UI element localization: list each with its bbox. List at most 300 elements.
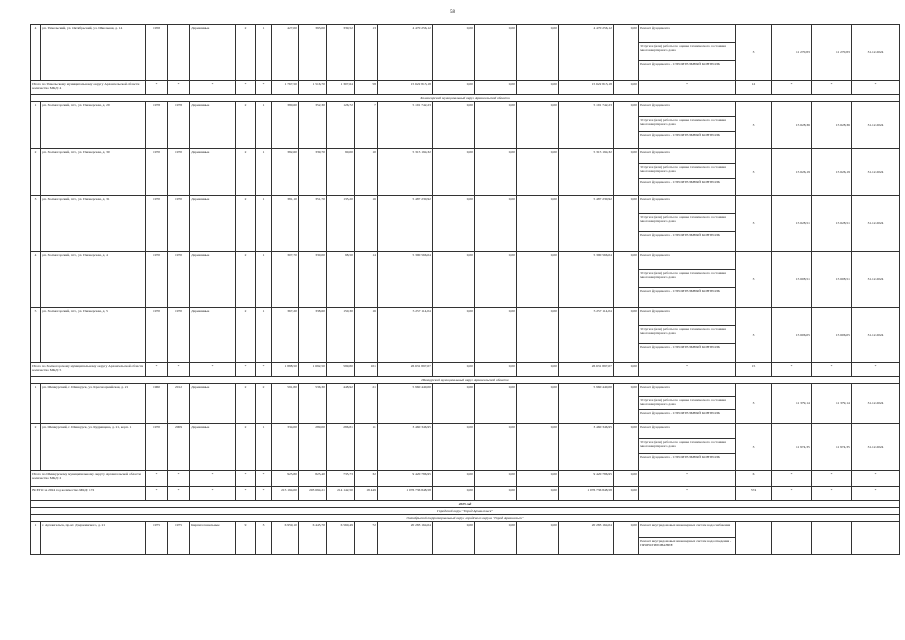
subtotal-z4: 0,00 [614, 363, 639, 377]
subtotal-tot: 26 631 897,07 [559, 363, 614, 377]
value-res: 16 [355, 196, 378, 252]
value-a1: 427,00 [272, 25, 299, 81]
unit-cost: 15 606,05 [772, 308, 812, 363]
value-a1: 382,60 [272, 149, 299, 196]
placeholder-cell: * [852, 471, 900, 487]
value-a1: 380,60 [272, 102, 299, 149]
subtotal-z4: 0,00 [614, 487, 639, 501]
entrances: 1 [256, 196, 272, 252]
entrances: 2 [256, 384, 272, 424]
year-built: 1970 [146, 196, 168, 252]
value-z2: 0,00 [475, 384, 517, 424]
row-number: 2 [31, 424, 41, 471]
placeholder-cell: * [852, 363, 900, 377]
subtotal-z1: 0,00 [433, 471, 475, 487]
value-a3: 135,20 [327, 196, 355, 252]
unit-cost [772, 522, 812, 555]
value-a3: 150,30 [327, 308, 355, 363]
value-a2: 536,30 [299, 384, 327, 424]
subtotal-z1: 0,00 [433, 487, 475, 501]
value-a2: 338,60 [299, 308, 327, 363]
max-unit-cost: 11 379,14 [812, 384, 852, 424]
year-built: 1960 [146, 384, 168, 424]
year-built: 1975 [146, 522, 168, 555]
row-number: 1 [31, 384, 41, 424]
placeholder-cell: * [256, 471, 272, 487]
table-row [31, 522, 900, 538]
value-sum: 20 283 164,04 [378, 522, 433, 555]
placeholder-cell: * [236, 487, 256, 501]
table-row [31, 102, 900, 117]
placeholder-cell: * [772, 81, 812, 95]
value-a3: 286,81 [327, 424, 355, 471]
subtotal-tot: 1 076 736 848,58 [559, 487, 614, 501]
year-built: 1970 [146, 424, 168, 471]
value-z4: 0,00 [614, 149, 639, 196]
value-tot: 5 191 742,23 [559, 102, 614, 149]
address: рп. Шенкурский, г. Шенкурск, ул. Кудрявцева, д. 21, корп. 1 [41, 424, 146, 471]
placeholder-cell: * [146, 81, 168, 95]
placeholder-cell: * [236, 81, 256, 95]
section-title: Шенкурский муниципальный округ Архангельской области [31, 377, 900, 384]
table-row [31, 424, 900, 439]
completion-date: 31.12.2024 [852, 25, 900, 81]
year-repair: 2012 [168, 384, 190, 424]
table-row [31, 25, 900, 43]
year-built: 1970 [146, 149, 168, 196]
floors: 2 [236, 196, 256, 252]
value-tot: 5 487 230,92 [559, 196, 614, 252]
floors: 2 [236, 384, 256, 424]
max-unit-cost: 11 270,83 [812, 25, 852, 81]
completion-date: 31.12.2024 [852, 102, 900, 149]
subtotal-row [31, 487, 900, 501]
year-built: 1970 [146, 308, 168, 363]
subtotal-a2: 203 694,21 [299, 487, 327, 501]
work-type: Услуги и (или) работы по оценке технического состояния многоквартирного дома [639, 270, 736, 288]
placeholder-cell: * [812, 81, 852, 95]
value-z4: 0,00 [614, 384, 639, 424]
row-number: 4 [31, 252, 41, 308]
completion-date: 31.12.2024 [852, 424, 900, 471]
value-res: 10 [355, 149, 378, 196]
value-res: 16 [355, 308, 378, 363]
row-number: 5 [31, 308, 41, 363]
completion-date [852, 522, 900, 555]
subtotal-label: Итого по Уемельскому муниципальному округу Архангельской области количество МКД: 4 [31, 81, 146, 95]
unit-count: 3 [736, 424, 772, 471]
work-type: Услуги и (или) работы по оценке технического состояния многоквартирного дома [639, 397, 736, 410]
value-z4: 0,00 [614, 522, 639, 555]
address: рп. Холмогорский, пгт., ул. Пионерская, д. 29 [41, 102, 146, 149]
unit-cost: 11 974,35 [772, 424, 812, 471]
row-number: 3 [31, 196, 41, 252]
completion-date: 31.12.2024 [852, 308, 900, 363]
value-z3: 0,00 [517, 149, 559, 196]
value-z2: 0,00 [475, 149, 517, 196]
work-type: Ремонт фундамента [639, 149, 736, 164]
subtotal-label: ВСЕГО за 2024 год количество МКД: 172 [31, 487, 146, 501]
section-header-row [31, 501, 900, 508]
value-a1: 307,70 [272, 252, 299, 308]
subtotal-a2: 825,40 [299, 471, 327, 487]
subtotal-a1: 1 767,50 [272, 81, 299, 95]
placeholder-cell: * [639, 487, 736, 501]
value-a2: 289,00 [299, 424, 327, 471]
work-type: Ремонт фундамента - СТРОИТЕЛЬНЫЙ КОНТРОЛЬ [639, 232, 736, 252]
wall-material: Деревянные [190, 308, 236, 363]
work-type: Ремонт фундамента [639, 424, 736, 439]
placeholder-cell: * [812, 363, 852, 377]
placeholder-cell: * [168, 81, 190, 95]
year-repair: 1978 [168, 102, 190, 149]
subtotal-a3: 214 142,50 [327, 487, 355, 501]
value-a3: 90,00 [327, 149, 355, 196]
value-z4: 0,00 [614, 252, 639, 308]
placeholder-cell: * [256, 363, 272, 377]
value-a1: 334,00 [272, 424, 299, 471]
subtotal-count: 6 [736, 471, 772, 487]
value-z4: 0,00 [614, 308, 639, 363]
value-a3: 339,52 [327, 25, 355, 81]
placeholder-cell: * [772, 363, 812, 377]
value-z2: 0,00 [475, 424, 517, 471]
value-a1: 6 959,10 [272, 522, 299, 555]
entrances: 1 [256, 25, 272, 81]
subtotal-tot: 15 622 813,18 [559, 81, 614, 95]
placeholder-cell: * [256, 487, 272, 501]
max-unit-cost: 11 974,35 [812, 424, 852, 471]
value-a2: 393,00 [299, 25, 327, 81]
subtotal-a2: 1 516,70 [299, 81, 327, 95]
subtotal-z3: 0,00 [517, 471, 559, 487]
value-a3: 448,92 [327, 384, 355, 424]
work-type: Ремонт внутридомовых инженерных систем водоснабжения [639, 522, 736, 538]
work-type: Ремонт фундамента - СТРОИТЕЛЬНЫЙ КОНТРОЛЬ [639, 179, 736, 196]
placeholder-cell: * [812, 487, 852, 501]
unit-count: 3 [736, 308, 772, 363]
value-z4: 0,00 [614, 196, 639, 252]
section-title: Октябрьский территориальный округ городского округа "Город Архангельск" [31, 515, 900, 522]
value-res: 13 [355, 25, 378, 81]
completion-date: 31.12.2024 [852, 196, 900, 252]
value-z3: 0,00 [517, 196, 559, 252]
year-built: 1978 [146, 102, 168, 149]
value-tot: 5 390 566,04 [559, 252, 614, 308]
unit-cost: 15 628,51 [772, 196, 812, 252]
floors: 2 [236, 308, 256, 363]
placeholder-cell: * [168, 471, 190, 487]
entrances: 1 [256, 252, 272, 308]
address: рп. Холмогорский, пгт., ул. Пионерская, д. 5 [41, 308, 146, 363]
value-z1: 0,00 [433, 252, 475, 308]
value-z1: 0,00 [433, 25, 475, 81]
subtotal-sum: 9 420 786,95 [378, 471, 433, 487]
subtotal-res: 101 [355, 363, 378, 377]
work-type: Ремонт фундамента - СТРОИТЕЛЬНЫЙ КОНТРОЛЬ [639, 288, 736, 308]
section-header-row [31, 508, 900, 515]
work-type: Услуги и (или) работы по оценке технического состояния многоквартирного дома [639, 214, 736, 232]
address: рп. Холмогорский, пгт., ул. Пионерская, д. 4 [41, 252, 146, 308]
subtotal-a1: 215 194,00 [272, 487, 299, 501]
unit-count: 3 [736, 102, 772, 149]
value-a2: 339,70 [299, 149, 327, 196]
work-type: Ремонт внутридомовых инженерных систем водоотведения - ПРОЕКТИРОВАНИЕ [639, 538, 736, 555]
placeholder-cell: * [772, 487, 812, 501]
placeholder-cell: * [190, 363, 236, 377]
value-tot: 20 283 164,04 [559, 522, 614, 555]
value-res: 72 [355, 522, 378, 555]
address: г. Архангельск, пр-кт. Дзержинского, д. 21 [41, 522, 146, 555]
value-a3: 126,72 [327, 102, 355, 149]
unit-count: 3 [736, 252, 772, 308]
value-res: 14 [355, 252, 378, 308]
max-unit-cost: 15 628,51 [812, 196, 852, 252]
unit-cost: 15 628,36 [772, 102, 812, 149]
work-type: Услуги и (или) работы по оценке технического состояния многоквартирного дома [639, 164, 736, 179]
table-row [31, 149, 900, 164]
work-type: Услуги и (или) работы по оценке технического состояния многоквартирного дома [639, 439, 736, 454]
placeholder-cell: * [772, 471, 812, 487]
year-repair: 1970 [168, 196, 190, 252]
unit-cost: 11 379,14 [772, 384, 812, 424]
value-a3: 6 560,49 [327, 522, 355, 555]
table-row [31, 196, 900, 214]
subtotal-a3: 735,73 [327, 471, 355, 487]
work-type: Услуги и (или) работы по оценке технического состояния многоквартирного дома [639, 326, 736, 344]
wall-material: Деревянные [190, 424, 236, 471]
page-number: 58 [450, 10, 455, 15]
value-tot: 4 470 256,12 [559, 25, 614, 81]
value-a2: 352,30 [299, 102, 327, 149]
placeholder-cell: * [852, 81, 900, 95]
subtotal-tot: 9 420 786,95 [559, 471, 614, 487]
value-z2: 0,00 [475, 522, 517, 555]
subtotal-a1: 925,80 [272, 471, 299, 487]
unit-count [736, 522, 772, 555]
placeholder-cell: * [639, 363, 736, 377]
work-type: Ремонт фундамента [639, 25, 736, 43]
subtotal-z1: 0,00 [433, 363, 475, 377]
value-z2: 0,00 [475, 308, 517, 363]
row-number: 1 [31, 522, 41, 555]
value-a2: 6 445,70 [299, 522, 327, 555]
year-built: 1958 [146, 25, 168, 81]
subtotal-count: 574 [736, 487, 772, 501]
work-type: Ремонт фундамента - СТРОИТЕЛЬНЫЙ КОНТРОЛЬ [639, 454, 736, 471]
placeholder-cell: * [236, 363, 256, 377]
wall-material: Деревянные [190, 252, 236, 308]
value-z2: 0,00 [475, 252, 517, 308]
work-type: Ремонт фундамента [639, 102, 736, 117]
address: рп. Холмогорский, пгт., ул. Пионерская, д. 30 [41, 149, 146, 196]
value-z3: 0,00 [517, 102, 559, 149]
year-repair: 1975 [168, 522, 190, 555]
work-type: Ремонт фундамента [639, 252, 736, 270]
year-repair: 1970 [168, 252, 190, 308]
subtotal-z2: 0,00 [475, 363, 517, 377]
subtotal-z2: 0,00 [475, 81, 517, 95]
subtotal-a1: 1 888,50 [272, 363, 299, 377]
work-type: Ремонт фундамента [639, 384, 736, 397]
table-row [31, 252, 900, 270]
capital-repair-register-table [30, 24, 900, 555]
work-type: Ремонт фундамента [639, 308, 736, 326]
entrances: 3 [256, 522, 272, 555]
subtotal-z3: 0,00 [517, 363, 559, 377]
section-title: Холмогорский муниципальный округ Архангельской области [31, 95, 900, 102]
max-unit-cost [812, 522, 852, 555]
value-tot: 5 257 114,04 [559, 308, 614, 363]
value-z1: 0,00 [433, 308, 475, 363]
placeholder-cell: * [146, 363, 168, 377]
table-row [31, 384, 900, 397]
section-header-row [31, 377, 900, 384]
work-type: Услуги и (или) работы по оценке технического состояния многоквартирного дома [639, 43, 736, 61]
unit-cost: 15 608,51 [772, 252, 812, 308]
placeholder-cell: * [190, 471, 236, 487]
work-type: Ремонт фундамента - СТРОИТЕЛЬНЫЙ КОНТРОЛЬ [639, 132, 736, 149]
value-a2: 330,00 [299, 252, 327, 308]
value-a1: 381,10 [272, 196, 299, 252]
subtotal-label: Итого по Холмогорскому муниципальному округу Архангельской области количество МКД: 5 [31, 363, 146, 377]
wall-material: Деревянные [190, 102, 236, 149]
value-z1: 0,00 [433, 424, 475, 471]
subtotal-count: 15 [736, 363, 772, 377]
value-z4: 0,00 [614, 25, 639, 81]
wall-material: Деревянные [190, 25, 236, 81]
subtotal-sum: 1 076 736 848,58 [378, 487, 433, 501]
section-title: 2025 год [31, 501, 900, 508]
max-unit-cost: 15 608,51 [812, 252, 852, 308]
placeholder-cell: * [168, 363, 190, 377]
unit-count: 3 [736, 384, 772, 424]
subtotal-count: 12 [736, 81, 772, 95]
floors: 2 [236, 424, 256, 471]
max-unit-cost: 15 606,05 [812, 308, 852, 363]
unit-cost: 15 626,19 [772, 149, 812, 196]
value-sum: 5 191 742,23 [378, 102, 433, 149]
value-z2: 0,00 [475, 102, 517, 149]
value-sum: 3 460 346,95 [378, 424, 433, 471]
placeholder-cell: * [812, 471, 852, 487]
value-z2: 0,00 [475, 25, 517, 81]
placeholder-cell: * [190, 81, 236, 95]
table-row [31, 308, 900, 326]
year-built: 1970 [146, 252, 168, 308]
subtotal-row [31, 471, 900, 487]
value-z4: 0,00 [614, 424, 639, 471]
placeholder-cell: * [190, 487, 236, 501]
subtotal-a3: 1 307,64 [327, 81, 355, 95]
value-a2: 351,70 [299, 196, 327, 252]
subtotal-sum: 15 622 813,18 [378, 81, 433, 95]
value-sum: 5 960 440,00 [378, 384, 433, 424]
placeholder-cell: * [168, 487, 190, 501]
year-repair [168, 25, 190, 81]
section-header-row [31, 515, 900, 522]
value-sum: 5 315 194,32 [378, 149, 433, 196]
row-number: 1 [31, 102, 41, 149]
address: рп. Уемельский, ул. Октябрьский, ул. Школьная, д. 14 [41, 25, 146, 81]
subtotal-res: 18 449 [355, 487, 378, 501]
section-title: Городской округ "Город Архангельск" [31, 508, 900, 515]
subtotal-res: 32 [355, 471, 378, 487]
work-type: Ремонт фундамента - СТРОИТЕЛЬНЫЙ КОНТРОЛЬ [639, 410, 736, 424]
value-z3: 0,00 [517, 25, 559, 81]
completion-date: 31.12.2024 [852, 149, 900, 196]
value-a1: 367,20 [272, 308, 299, 363]
value-sum: 4 470 256,12 [378, 25, 433, 81]
placeholder-cell: * [236, 471, 256, 487]
subtotal-z2: 0,00 [475, 487, 517, 501]
floors: 9 [236, 522, 256, 555]
subtotal-z2: 0,00 [475, 471, 517, 487]
unit-count: 3 [736, 149, 772, 196]
value-z3: 0,00 [517, 252, 559, 308]
max-unit-cost: 15 628,36 [812, 102, 852, 149]
placeholder-cell: * [639, 81, 736, 95]
placeholder-cell: * [146, 471, 168, 487]
address: рп. Холмогорский, пгт., ул. Пионерская, д. 31 [41, 196, 146, 252]
row-number: 2 [31, 149, 41, 196]
unit-cost: 11 270,83 [772, 25, 812, 81]
placeholder-cell: * [852, 487, 900, 501]
value-tot: 5 315 194,32 [559, 149, 614, 196]
floors: 2 [236, 252, 256, 308]
wall-material: Деревянные [190, 149, 236, 196]
value-z4: 0,00 [614, 102, 639, 149]
value-z3: 0,00 [517, 384, 559, 424]
value-z3: 0,00 [517, 424, 559, 471]
floors: 2 [236, 149, 256, 196]
subtotal-a2: 1 692,50 [299, 363, 327, 377]
value-res: 11 [355, 424, 378, 471]
completion-date: 31.12.2024 [852, 384, 900, 424]
value-tot: 3 460 346,95 [559, 424, 614, 471]
value-sum: 5 487 230,92 [378, 196, 433, 252]
wall-material: Кирпич панельные [190, 522, 236, 555]
entrances: 1 [256, 308, 272, 363]
subtotal-row [31, 363, 900, 377]
value-res: 7 [355, 102, 378, 149]
value-a3: 98,50 [327, 252, 355, 308]
completion-date: 31.12.2024 [852, 252, 900, 308]
value-sum: 5 390 566,04 [378, 252, 433, 308]
subtotal-z3: 0,00 [517, 81, 559, 95]
subtotal-z4: 0,00 [614, 81, 639, 95]
unit-count: 3 [736, 196, 772, 252]
wall-material: Деревянные [190, 196, 236, 252]
floors: 2 [236, 25, 256, 81]
wall-material: Деревянные [190, 384, 236, 424]
value-z3: 0,00 [517, 308, 559, 363]
subtotal-z3: 0,00 [517, 487, 559, 501]
value-sum: 5 257 114,04 [378, 308, 433, 363]
value-a1: 591,80 [272, 384, 299, 424]
entrances: 1 [256, 102, 272, 149]
placeholder-cell: * [639, 471, 736, 487]
address: рп. Шенкурский, г. Шенкурск, ул. Красноармейская, д. 21 [41, 384, 146, 424]
floors: 2 [236, 102, 256, 149]
work-type: Ремонт фундамента - СТРОИТЕЛЬНЫЙ КОНТРОЛЬ [639, 61, 736, 81]
value-z3: 0,00 [517, 522, 559, 555]
entrances: 1 [256, 424, 272, 471]
work-type: Услуги и (или) работы по оценке технического состояния многоквартирного дома [639, 117, 736, 132]
subtotal-sum: 26 631 897,07 [378, 363, 433, 377]
subtotal-z1: 0,00 [433, 81, 475, 95]
value-z1: 0,00 [433, 149, 475, 196]
